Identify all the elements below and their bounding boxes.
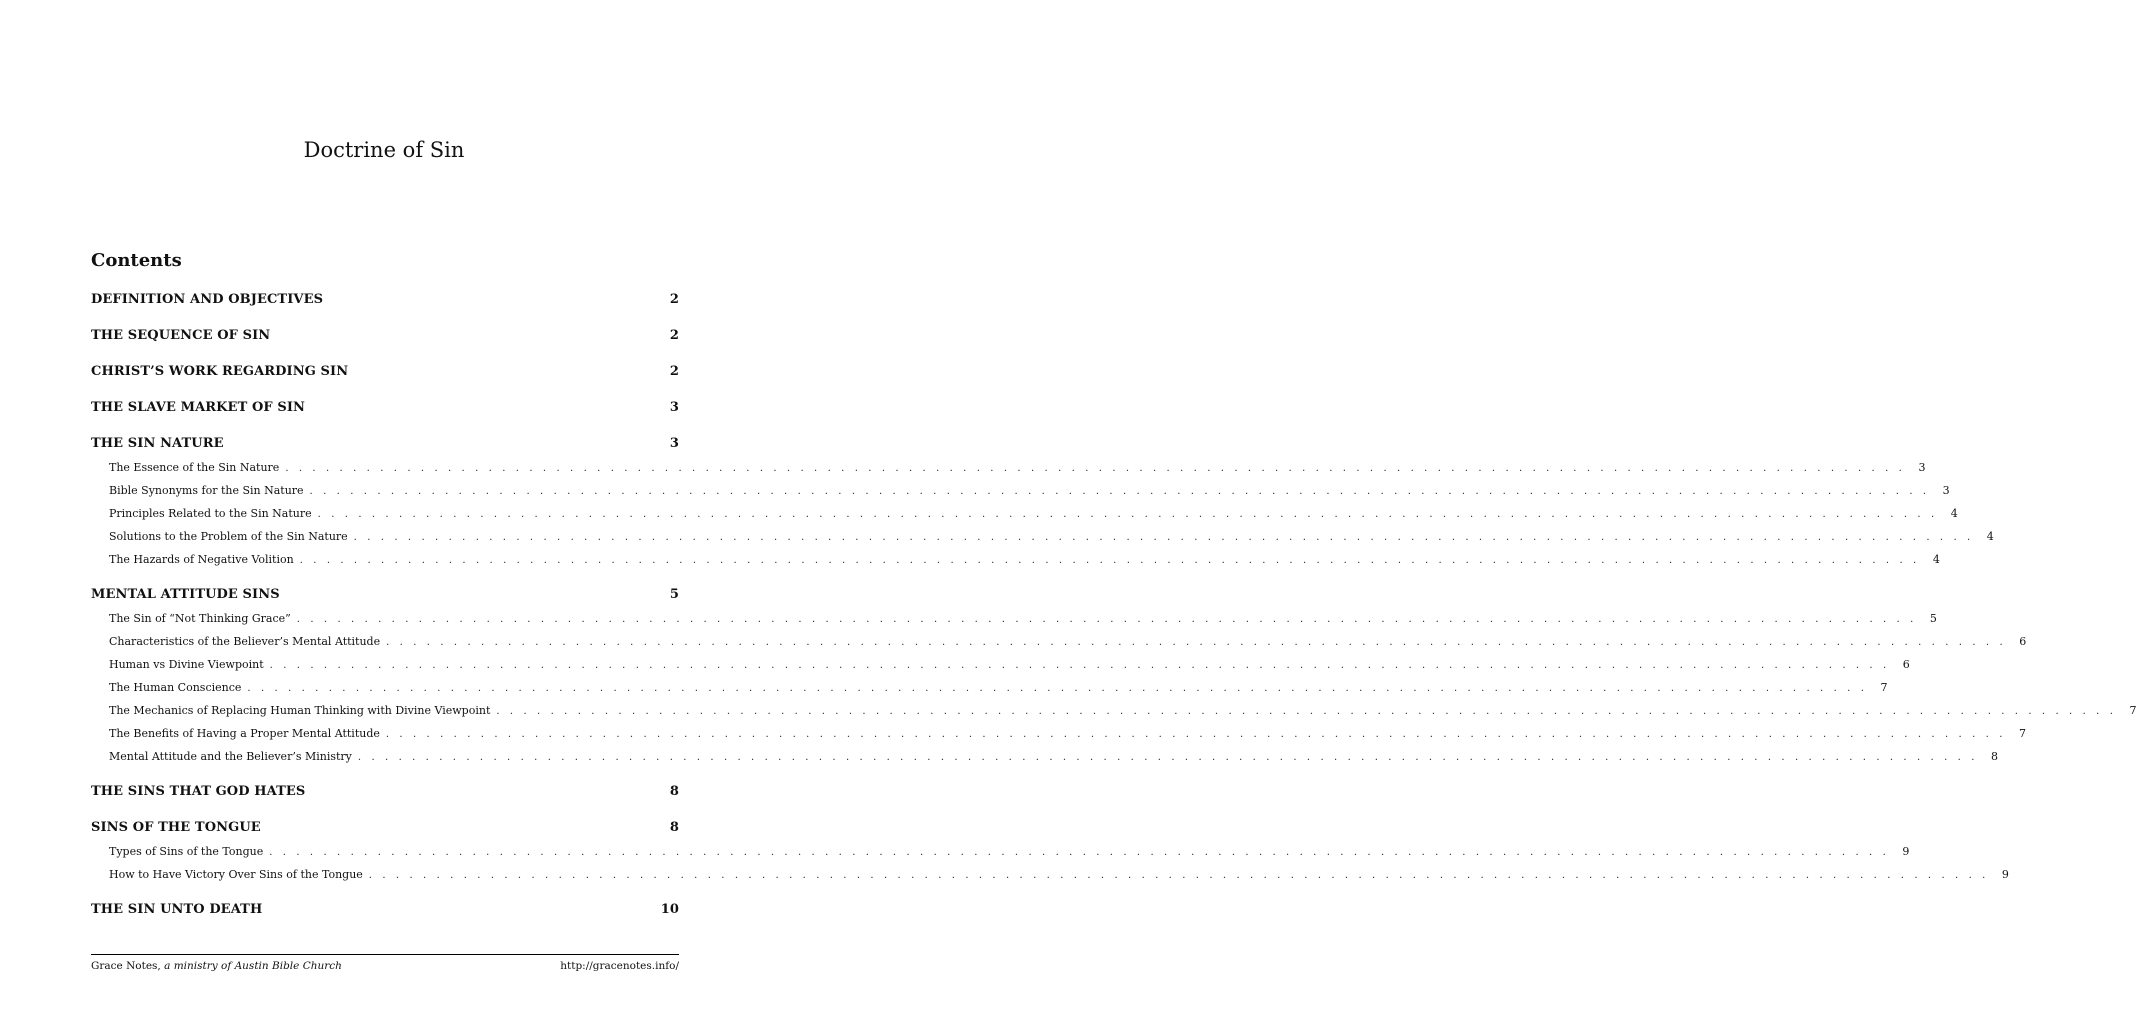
toc-section (91, 780, 679, 804)
dot-leader: . . . . . . . . . . . . . . . . . . . . . . . . . . . . . . . . . . . . . . . . . . . . . . . . . . . . . . . . . . . . . . . . . . . . . . . . . . . . . . . . . . . . . . . . . . . . . . . . . . . . . . . . . . . . . . . . . . . . . . . . (357, 752, 1979, 763)
toc-subsection-page: 4 (1986, 530, 1994, 543)
dot-leader: . . . . . . . . . . . . . . . . . . . . . . . . . . . . . . . . . . . . . . . . . . . . . . . . . . . . . . . . . . . . . . . . . . . . . . . . . . . . . . . . . . . . . . . . . . . . . . . . . . . . . . . . . . . . . . . . . . . . . . . . (385, 729, 2006, 740)
toc-subsection-title: Mental Attitude and the Believer’s Ministry (109, 750, 352, 763)
footer-credit-name: Grace Notes, (91, 960, 165, 972)
toc-section-entry[interactable] (91, 583, 679, 607)
toc-subsection-page: 4 (1932, 553, 1940, 566)
toc-section-title: THE SLAVE MARKET OF SIN (91, 400, 306, 415)
toc-subsection-page: 4 (1950, 507, 1958, 520)
toc-subsection-page: 9 (2001, 868, 2009, 881)
toc-subsection-entry[interactable] (91, 653, 1910, 676)
toc-section-entry[interactable] (91, 780, 679, 804)
toc-subsection-entry[interactable] (91, 840, 1910, 863)
toc-subsection-entry[interactable] (91, 502, 1958, 525)
footer-credit-ministry: a ministry of Austin Bible Church (164, 960, 342, 972)
dot-leader: . . . . . . . . . . . . . . . . . . . . . . . . . . . . . . . . . . . . . . . . . . . . . . . . . . . . . . . . . . . . . . . . . . . . . . . . . . . . . . . . . . . . . . . . . . . . . . . . . . . . . . . . . . . . . . . . . . . . . . . . (317, 509, 1938, 520)
toc-section-title: MENTAL ATTITUDE SINS (91, 587, 280, 602)
toc-section-title: THE SEQUENCE OF SIN (91, 328, 271, 343)
toc-subsection-page: 7 (2019, 727, 2026, 740)
toc-subsection-title: Characteristics of the Believer’s Mental Attitude (109, 635, 381, 648)
toc-subsection-page: 5 (1929, 612, 1937, 625)
toc-section (91, 432, 1994, 571)
toc-section (91, 396, 679, 420)
dot-leader: . . . . . . . . . . . . . . . . . . . . . . . . . . . . . . . . . . . . . . . . . . . . . . . . . . . . . . . . . . . . . . . . . . . . . . . . . . . . . . . . . . . . . . . . . . . . . . . . . . . . . . . . . . . . . . . . . . . . . . . . (386, 637, 2007, 648)
toc-subsection-entry[interactable] (91, 676, 1888, 699)
toc-section-entry[interactable] (91, 432, 679, 456)
toc-section (91, 324, 679, 348)
toc-subsection-title: Human vs Divine Viewpoint (109, 658, 264, 671)
toc-subsection-title: Bible Synonyms for the Sin Nature (109, 484, 304, 497)
page-footer (91, 954, 679, 972)
toc-subsection-title: How to Have Victory Over Sins of the Tongue (109, 868, 363, 881)
toc-section-title: CHRIST’S WORK REGARDING SIN (91, 364, 349, 379)
toc-subsection-entry[interactable] (91, 607, 1937, 630)
toc-section-entry[interactable] (91, 396, 679, 420)
dot-leader: . . . . . . . . . . . . . . . . . . . . . . . . . . . . . . . . . . . . . . . . . . . . . . . . . . . . . . . . . . . . . . . . . . . . . . . . . . . . . . . . . . . . . . . . . . . . . . . . . . . . . . . . . . . . . . . . . . . . . . . . (269, 660, 1890, 671)
toc-subsection-page: 3 (1942, 484, 1950, 497)
dot-leader: . . . . . . . . . . . . . . . . . . . . . . . . . . . . . . . . . . . . . . . . . . . . . . . . . . . . . . . . . . . . . . . . . . . . . . . . . . . . . . . . . . . . . . . . . . . . . . . . . . . . . . . . . . . . . . . . . . . . . . . . (285, 463, 1906, 474)
dot-leader: . . . . . . . . . . . . . . . . . . . . . . . . . . . . . . . . . . . . . . . . . . . . . . . . . . . . . . . . . . . . . . . . . . . . . . . . . . . . . . . . . . . . . . . . . . . . . . . . . . . . . . . . . . . . . . . . . . . . . . . . (496, 706, 2117, 717)
toc-subsection-page: 9 (1902, 845, 1910, 858)
toc-subsection-title: The Human Conscience (109, 681, 242, 694)
toc-section-entry[interactable] (91, 360, 679, 384)
toc-subsection-title: Principles Related to the Sin Nature (109, 507, 312, 520)
toc-section-entry[interactable] (91, 816, 679, 840)
toc-subsection-entry[interactable] (91, 456, 1926, 479)
toc-subsection-entry[interactable] (91, 479, 1950, 502)
toc-section (91, 288, 679, 312)
dot-leader: . . . . . . . . . . . . . . . . . . . . . . . . . . . . . . . . . . . . . . . . . . . . . . . . . . . . . . . . . . . . . . . . . . . . . . . . . . . . . . . . . . . . . . . . . . . . . . . . . . . . . . . . . . . . . . . . . . . . . . . . (368, 870, 1989, 881)
toc-subsection-title: The Mechanics of Replacing Human Thinking with Divine Viewpoint (109, 704, 491, 717)
toc-subsection-entry[interactable] (91, 699, 2137, 722)
toc-section-title: THE SINS THAT GOD HATES (91, 784, 306, 799)
toc-section-title: DEFINITION AND OBJECTIVES (91, 292, 324, 307)
dot-leader: . . . . . . . . . . . . . . . . . . . . . . . . . . . . . . . . . . . . . . . . . . . . . . . . . . . . . . . . . . . . . . . . . . . . . . . . . . . . . . . . . . . . . . . . . . . . . . . . . . . . . . . . . . . . . . . . . . . . . . . . (309, 486, 1930, 497)
toc-section-title: THE SIN NATURE (91, 436, 224, 451)
dot-leader: . . . . . . . . . . . . . . . . . . . . . . . . . . . . . . . . . . . . . . . . . . . . . . . . . . . . . . . . . . . . . . . . . . . . . . . . . . . . . . . . . . . . . . . . . . . . . . . . . . . . . . . . . . . . . . . . . . . . . . . . (296, 614, 1917, 625)
toc-subsection-page: 7 (1880, 681, 1888, 694)
toc-section (91, 898, 679, 922)
toc-section (91, 360, 679, 384)
toc-subsection-page: 6 (1902, 658, 1910, 671)
toc-section (91, 583, 2137, 768)
footer-credit (91, 960, 342, 972)
toc-subsection-page: 6 (2019, 635, 2027, 648)
toc-section-page: 3 (669, 436, 679, 451)
toc-subsection-entry[interactable] (91, 745, 1999, 768)
toc-section-title: SINS OF THE TONGUE (91, 820, 261, 835)
toc-subsection-entry[interactable] (91, 548, 1940, 571)
toc-section (91, 816, 2009, 886)
toc-section-page: 5 (669, 587, 679, 602)
toc-section-page: 2 (669, 292, 679, 307)
toc-subsection-title: Solutions to the Problem of the Sin Nature (109, 530, 348, 543)
toc-subsection-entry[interactable] (91, 630, 2027, 653)
toc-section-page: 3 (669, 400, 679, 415)
toc-subsection-entry[interactable] (91, 863, 2009, 886)
toc-section-page: 2 (669, 364, 679, 379)
toc-subsection-title: The Hazards of Negative Volition (109, 553, 294, 566)
dot-leader: . . . . . . . . . . . . . . . . . . . . . . . . . . . . . . . . . . . . . . . . . . . . . . . . . . . . . . . . . . . . . . . . . . . . . . . . . . . . . . . . . . . . . . . . . . . . . . . . . . . . . . . . . . . . . . . . . . . . . . . . (299, 555, 1920, 566)
toc-section-entry[interactable] (91, 324, 679, 348)
toc-section-page: 10 (660, 902, 679, 917)
toc-section-title: THE SIN UNTO DEATH (91, 902, 263, 917)
toc-subsection-title: The Benefits of Having a Proper Mental Attitude (109, 727, 380, 740)
toc-subsection-title: The Sin of “Not Thinking Grace” (109, 612, 291, 625)
toc-section-entry[interactable] (91, 898, 679, 922)
toc-subsection-title: Types of Sins of the Tongue (109, 845, 264, 858)
toc-subsection-page: 8 (1991, 750, 1999, 763)
toc-section-page: 2 (669, 328, 679, 343)
toc-subsection-page: 3 (1918, 461, 1926, 474)
toc-section-page: 8 (669, 784, 679, 799)
table-of-contents (91, 288, 2137, 934)
toc-subsection-entry[interactable] (91, 525, 1994, 548)
contents-heading: Contents (91, 250, 182, 271)
toc-section-entry[interactable] (91, 288, 679, 312)
document-title: Doctrine of Sin (303, 138, 465, 162)
toc-subsection-entry[interactable] (91, 722, 2026, 745)
toc-subsection-page: 7 (2129, 704, 2137, 717)
toc-section-page: 8 (669, 820, 679, 835)
footer-url[interactable]: http://gracenotes.info/ (560, 960, 679, 972)
dot-leader: . . . . . . . . . . . . . . . . . . . . . . . . . . . . . . . . . . . . . . . . . . . . . . . . . . . . . . . . . . . . . . . . . . . . . . . . . . . . . . . . . . . . . . . . . . . . . . . . . . . . . . . . . . . . . . . . . . . . . . . . (247, 683, 1868, 694)
dot-leader: . . . . . . . . . . . . . . . . . . . . . . . . . . . . . . . . . . . . . . . . . . . . . . . . . . . . . . . . . . . . . . . . . . . . . . . . . . . . . . . . . . . . . . . . . . . . . . . . . . . . . . . . . . . . . . . . . . . . . . . . (353, 532, 1974, 543)
dot-leader: . . . . . . . . . . . . . . . . . . . . . . . . . . . . . . . . . . . . . . . . . . . . . . . . . . . . . . . . . . . . . . . . . . . . . . . . . . . . . . . . . . . . . . . . . . . . . . . . . . . . . . . . . . . . . . . . . . . . . . . . (269, 847, 1890, 858)
toc-subsection-title: The Essence of the Sin Nature (109, 461, 280, 474)
